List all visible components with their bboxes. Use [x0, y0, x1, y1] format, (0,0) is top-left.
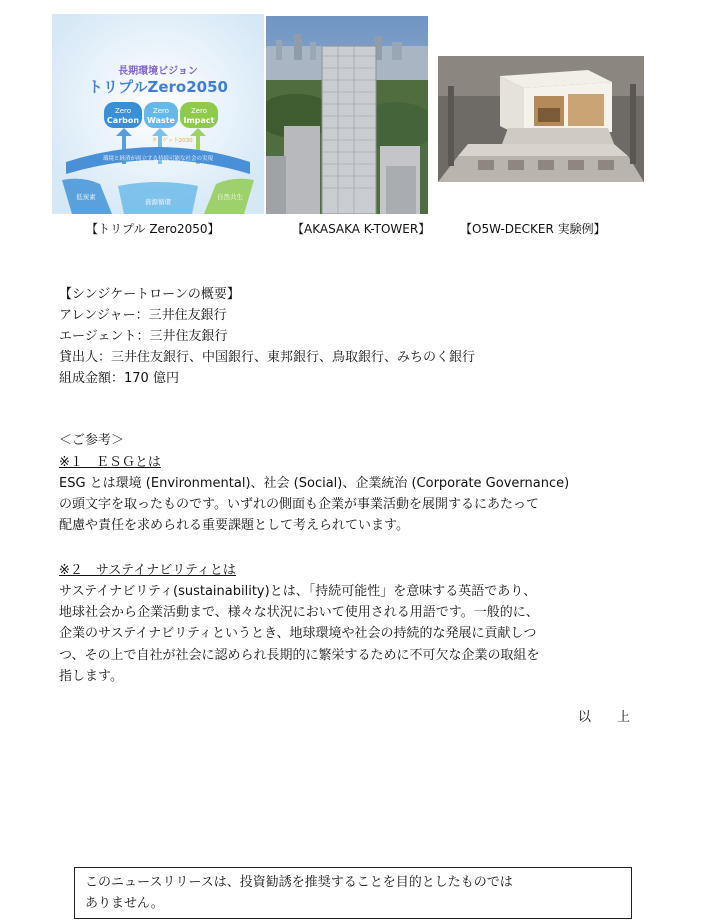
svg-text:Zero: Zero — [114, 107, 132, 115]
akasaka-tower-image — [266, 16, 428, 214]
syndicate-heading: 【シンジケートローンの概要】 — [59, 287, 240, 302]
note2-line-1: サステイナビリティ(sustainability)とは、「持続可能性」を意味する英語であり、 — [59, 584, 537, 599]
svg-text:Impact: Impact — [183, 116, 215, 125]
note1-line-1: ESG とは環境 (Environmental)、社会 (Social)、企業統治 (Corporate Governance) — [59, 476, 570, 491]
disclaimer-line-1: このニュースリリースは、投資勧誘を推奨することを目的としたものでは — [85, 875, 513, 890]
syndicate-lenders: 貸出人：三井住友銀行、中国銀行、東邦銀行、鳥取銀行、みちのく銀行 — [59, 350, 476, 365]
tag-resource-cycle: 資源循環 — [145, 198, 171, 206]
zero-waste-bubble — [144, 102, 178, 128]
syndicate-agent: エージェント：三井住友銀行 — [59, 329, 228, 344]
zero-impact-bubble — [180, 102, 218, 128]
syndicate-amount: 組成金額：170 億円 — [59, 371, 179, 386]
reference-heading: ＜ご参考＞ — [59, 433, 125, 448]
disclaimer-box — [74, 867, 632, 919]
svg-text:Carbon: Carbon — [106, 116, 140, 125]
note2-line-2: 地球社会から企業活動まで、様々な状況において使用される用語です。一般的に、 — [59, 605, 539, 620]
note2-line-4: つ、その上で自社が社会に認められ長期的に繁栄するために不可欠な企業の取組を — [59, 648, 540, 663]
decker-caption: 【O5W-DECKER 実験例】 — [460, 222, 606, 236]
tag-low-carbon: 低炭素 — [76, 193, 96, 201]
note1-line-3: 配慮や責任を求められる重要課題として考えられています。 — [59, 518, 409, 533]
syndicate-arranger: アレンジャー：三井住友銀行 — [59, 308, 227, 323]
tag-nature: 自然共生 — [217, 193, 243, 201]
note2-title: ※２ サステイナビリティとは — [59, 563, 236, 578]
targets-text: ターゲット2030 — [151, 138, 193, 144]
disclaimer-line-2: ありません。 — [85, 896, 164, 911]
note2-line-5: 指します。 — [59, 669, 123, 684]
triple-zero-figure — [52, 14, 264, 214]
akasaka-tower-photo — [266, 16, 428, 214]
zero-carbon-bubble — [104, 102, 142, 128]
triple-zero-caption: 【トリプル Zero2050】 — [86, 222, 220, 236]
closing-mark: 以 上 — [578, 710, 631, 725]
svg-text:Waste: Waste — [147, 116, 175, 125]
decker-photo — [438, 56, 644, 182]
svg-text:Zero: Zero — [190, 107, 208, 115]
triple-zero-illustration — [52, 14, 264, 214]
band-text: 環境と経済が両立する持続可能な社会の実現 — [102, 156, 214, 162]
note1-title: ※１ ＥＳＧとは — [59, 455, 161, 470]
decker-image — [438, 56, 644, 182]
svg-text:Zero: Zero — [152, 107, 170, 115]
vision-name: トリプルZero2050 — [88, 78, 228, 96]
note1-line-2: の頭文字を取ったものです。いずれの側面も企業が事業活動を展開するにあたって — [59, 497, 539, 512]
akasaka-caption: 【AKASAKA K-TOWER】 — [292, 222, 431, 236]
vision-title: 長期環境ビジョン — [118, 66, 198, 77]
note2-line-3: 企業のサステイナビリティというとき、地球環境や社会の持続的な発展に貢献しつ — [59, 626, 537, 641]
